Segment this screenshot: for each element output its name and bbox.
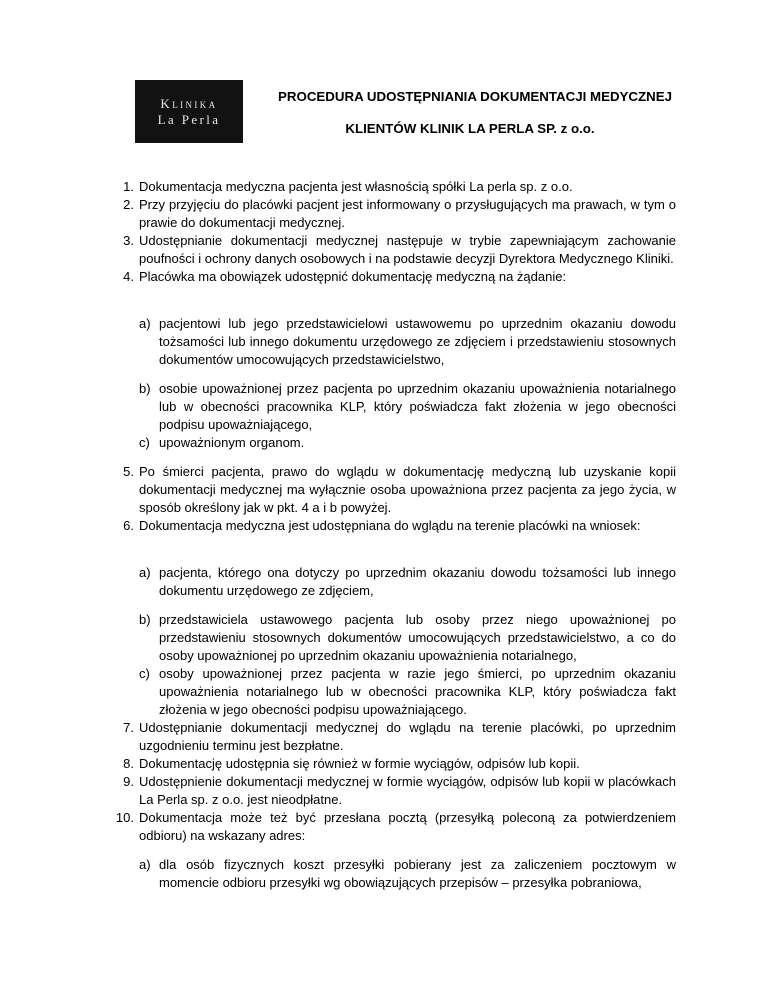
sub-item-text: przedstawiciela ustawowego pacjenta lub osoby przez niego upoważnionej po przedstawieniu stosownych dokumentów umocowujących przedstawicielstwo, a co do osoby upoważnionej po uprzednim okazaniu upoważnienia notarialnego,: [159, 612, 676, 663]
document-subtitle: KLIENTÓW KLINIK LA PERLA SP. z o.o.: [345, 121, 595, 136]
list-item-3: [110, 232, 676, 268]
logo-line-2: La Perla: [157, 111, 221, 127]
item-text: Po śmierci pacjenta, prawo do wglądu w dokumentację medyczną lub uzyskanie kopii dokumentacji medycznej ma wyłącznie osoba upoważniona przez pacjenta za jego życia, w sposób określony jak w pkt. 4 a i b powyżej.: [139, 464, 676, 515]
sub-item-4b: [110, 380, 676, 434]
sub-item-letter: a): [139, 565, 151, 580]
document-title: PROCEDURA UDOSTĘPNIANIA DOKUMENTACJI MEDYCZNEJ: [278, 89, 673, 104]
item-text: Dokumentację udostępnia się również w formie wyciągów, odpisów lub kopii.: [139, 756, 580, 771]
item-text: Dokumentacja medyczna pacjenta jest własnością spółki La perla sp. z o.o.: [139, 179, 573, 194]
list-item-4: [110, 268, 676, 286]
item-number: 4.: [123, 269, 134, 284]
sub-item-text: pacjentowi lub jego przedstawicielowi ustawowemu po uprzednim okazaniu dowodu tożsamości lub innego dokumentu urzędowego ze zdjęciem i przedstawieniu stosownych dokumentów umocowujących przedstawicielstwo,: [159, 316, 676, 367]
sub-item-6a: [110, 564, 676, 600]
list-item-7: [110, 719, 676, 755]
sub-item-letter: a): [139, 857, 151, 872]
list-item-2: [110, 196, 676, 232]
list-item-5: [110, 463, 676, 517]
item-number: 2.: [123, 197, 134, 212]
sub-item-text: dla osób fizycznych koszt przesyłki pobierany jest za zaliczeniem pocztowym w momencie odbioru przesyłki wg obowiązujących przepisów – przesyłka pobraniowa,: [159, 857, 676, 890]
item-number: 6.: [123, 518, 134, 533]
sub-item-10a: [110, 856, 676, 892]
sub-item-4c: [110, 434, 676, 452]
sub-item-letter: c): [139, 666, 150, 681]
item-number: 8.: [123, 756, 134, 771]
sub-item-text: osobie upoważnionej przez pacjenta po uprzednim okazaniu upoważnienia notarialnego lub w obecności pracownika KLP, który poświadcza fakt złożenia w jego obecności podpisu upoważniającego,: [159, 381, 676, 432]
sub-item-letter: c): [139, 435, 150, 450]
sub-item-letter: b): [139, 381, 151, 396]
list-item-10: [110, 809, 676, 845]
item-text: Udostępnienie dokumentacji medycznej w formie wyciągów, odpisów lub kopii w placówkach La Perla sp. z o.o. jest nieodpłatne.: [139, 774, 676, 807]
sub-item-text: pacjenta, którego ona dotyczy po uprzednim okazaniu dowodu tożsamości lub innego dokumentu urzędowego ze zdjęciem,: [159, 565, 676, 598]
list-item-1: [110, 178, 676, 196]
clinic-logo: [135, 80, 243, 143]
item-number: 3.: [123, 233, 134, 248]
sub-item-6b: [110, 611, 676, 665]
item-number: 1.: [123, 179, 134, 194]
item-text: Placówka ma obowiązek udostępnić dokumentację medyczną na żądanie:: [139, 269, 567, 284]
sub-item-text: osoby upoważnionej przez pacjenta w razie jego śmierci, po uprzednim okazaniu upoważnienia notarialnego lub w obecności pracownika KLP, który poświadcza fakt złożenia w jego obecności podpisu upoważniającego.: [159, 666, 676, 717]
item-number: 10.: [115, 810, 134, 825]
logo-line-1: Klinika: [160, 95, 218, 111]
sub-item-4a: [110, 315, 676, 369]
item-text: Udostępnianie dokumentacji medycznej następuje w trybie zapewniającym zachowanie poufności i ochrony danych osobowych i na podstawie decyzji Dyrektora Medycznego Kliniki.: [139, 233, 676, 266]
item-number: 5.: [123, 464, 134, 479]
sub-item-text: upoważnionym organom.: [159, 435, 305, 450]
sub-item-letter: a): [139, 316, 151, 331]
list-item-9: [110, 773, 676, 809]
item-text: Udostępnianie dokumentacji medycznej do wglądu na terenie placówki, po uprzednim uzgodnieniu terminu jest bezpłatne.: [139, 720, 676, 753]
sub-item-6c: [110, 665, 676, 719]
list-item-8: [110, 755, 676, 773]
item-number: 9.: [123, 774, 134, 789]
document-body: [110, 178, 676, 892]
item-text: Dokumentacja może też być przesłana pocztą (przesyłką poleconą za potwierdzeniem odbioru) na wskazany adres:: [139, 810, 676, 843]
item-text: Dokumentacja medyczna jest udostępniana do wglądu na terenie placówki na wniosek:: [139, 518, 641, 533]
item-number: 7.: [123, 720, 134, 735]
sub-item-letter: b): [139, 612, 151, 627]
item-text: Przy przyjęciu do placówki pacjent jest informowany o przysługujących ma prawach, w tym o prawie do dokumentacji medycznej.: [139, 197, 676, 230]
list-item-6: [110, 517, 676, 535]
